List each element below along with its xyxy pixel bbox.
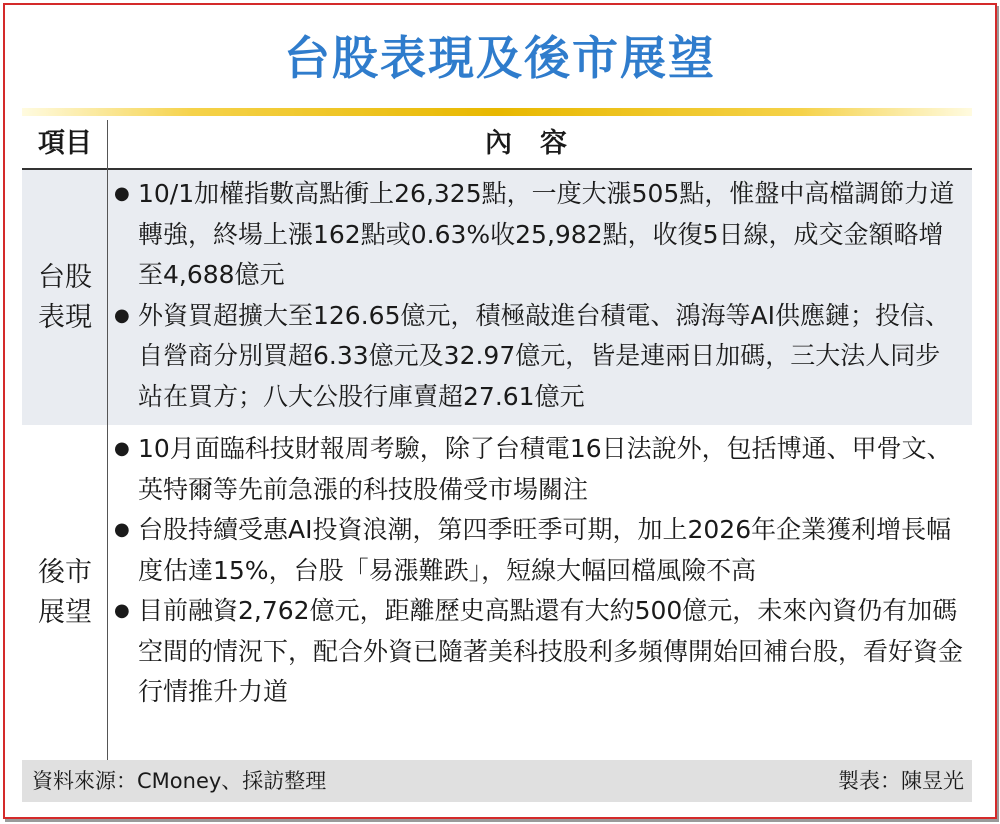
bullet-dot: ● [114, 304, 130, 326]
list-item [114, 296, 964, 418]
bullet-dot: ● [114, 600, 130, 621]
maker-credit: 製表：陳昱光 [838, 769, 964, 793]
bullet-text: 10月面臨科技財報周考驗，除了台積電16日法說外，包括博通、甲骨文、英特爾等先前急漲的科技股備受市場關注 [138, 434, 952, 504]
section-label [22, 258, 108, 338]
source-note: 資料來源：CMoney、採訪整理 [32, 769, 327, 793]
bullet-dot: ● [114, 438, 130, 459]
list-item [114, 429, 964, 510]
bullet-text: 10/1加權指數高點衝上26,325點，一度大漲505點，惟盤中高檔調節力道轉強，終場上漲162點或0.63%收25,982點，收復5日線，成交金額略增至4,688億元 [138, 179, 955, 289]
header-item-label: 項目 [38, 128, 92, 159]
column-divider [107, 120, 108, 760]
section-label-line: 展望 [38, 597, 92, 628]
header-content-label: 內容 [485, 128, 595, 159]
table-header [22, 120, 972, 168]
section-label [22, 553, 108, 633]
bullet-dot: ● [114, 519, 130, 540]
bullet-text: 目前融資2,762億元，距離歷史高點還有大約500億元，未來內資仍有加碼空間的情況下，配合外資已隨著美科技股利多頻傳開始回補台股，看好資金行情推升力道 [138, 596, 964, 706]
footer [22, 760, 972, 802]
page-title: 台股表現及後市展望 [284, 31, 716, 85]
section-label-line: 台股 [38, 262, 92, 293]
bullet-list [114, 429, 964, 713]
list-item [114, 591, 964, 713]
title-divider [22, 108, 972, 116]
bullet-dot: ● [114, 183, 130, 204]
section-label-line: 表現 [38, 302, 92, 333]
bullet-text: 外資買超擴大至126.65億元，積極敲進台積電、鴻海等AI供應鏈；投信、自營商分別買超6.33億元及32.97億元，皆是連兩日加碼，三大法人同步站在買方；八大公股行庫賣超27.61億元 [138, 300, 950, 411]
list-item [114, 174, 964, 296]
bullet-list [114, 174, 964, 417]
list-item [114, 510, 964, 591]
bullet-text: 台股持續受惠AI投資浪潮，第四季旺季可期，加上2026年企業獲利增長幅度估達15%，台股「易漲難跌」，短線大幅回檔風險不高 [138, 515, 952, 585]
section-label-line: 後市 [38, 557, 92, 588]
section-market-performance [22, 170, 972, 425]
section-outlook [22, 425, 972, 760]
